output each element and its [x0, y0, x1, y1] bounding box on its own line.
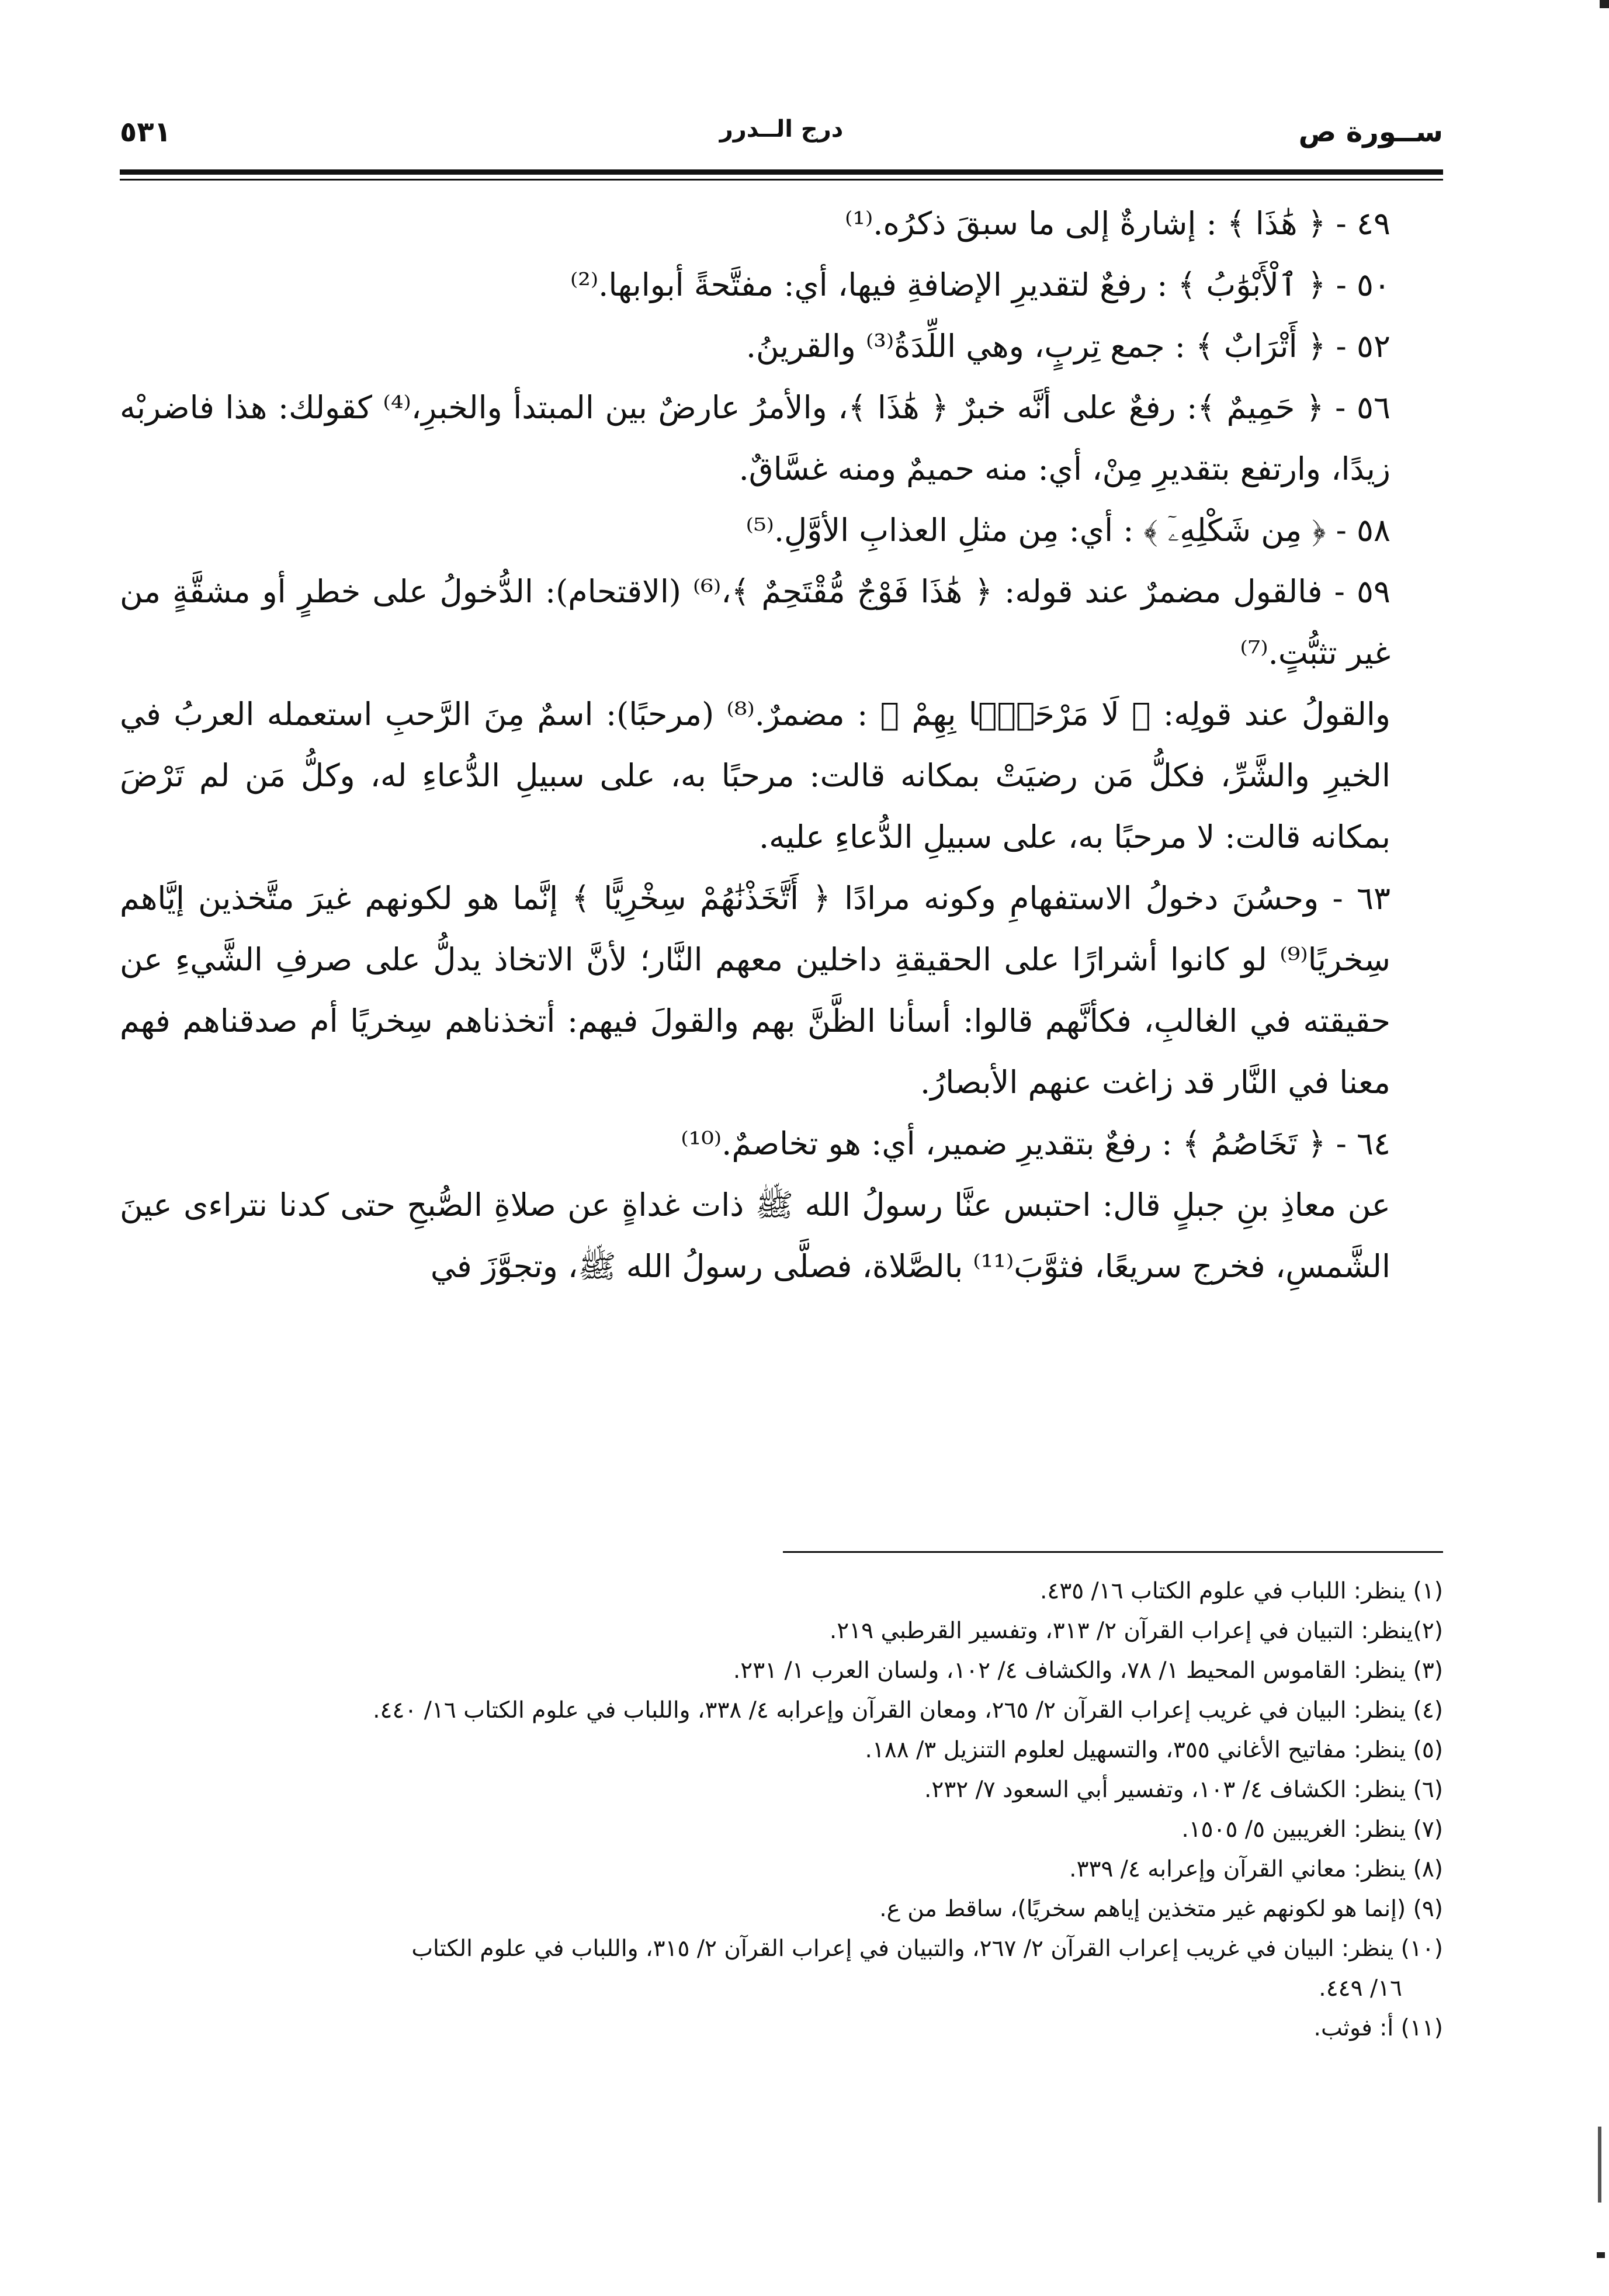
paragraph: عن معاذِ بنِ جبلٍ قال: احتبس عنَّا رسولُ الله ﷺ ذات غداةٍ عن صلاةِ الصُّبحِ حتى كدنا نتراءى عينَ الشَّمسِ، فخرج سريعًا، فثوَّبَ⁽¹¹⁾ بالصَّلاة، فصلَّى رسولُ الله ﷺ، وتجوَّزَ في — [120, 1187, 1390, 1285]
surah-name: ســورة ص — [1298, 116, 1443, 148]
paragraph: ٥٢ - ﴿ أَتْرَابٌ ﴾ : جمع تِربٍ، وهي اللِّدَةُ⁽³⁾ والقرينُ. — [745, 328, 1390, 365]
footnote: (٧) ينظر: الغريبين ٥/ ١٥٠٥. — [1181, 1816, 1443, 1843]
footnote: (٨) ينظر: معاني القرآن وإعرابه ٤/ ٣٣٩. — [1069, 1856, 1443, 1882]
footnote: (٥) ينظر: مفاتيح الأغاني ٣٥٥، والتسهيل لعلوم التنزيل ٣/ ١٨٨. — [865, 1737, 1443, 1763]
book-title: درج الــدرر — [719, 116, 844, 143]
header-rule-thin — [120, 179, 1443, 181]
footnote-continuation: ١٦/ ٤٤٩. — [1319, 1975, 1402, 2002]
footnote: (١٠) ينظر: البيان في غريب إعراب القرآن ٢/ ٢٦٧، والتبيان في إعراب القرآن ٢/ ٣١٥، واللباب في علوم الكتاب — [411, 1936, 1443, 1962]
scan-edge-mark — [1600, 0, 1609, 8]
paragraph: والقولُ عند قولِه: ﴿ لَا مَرْحَبًۢا بِهِمْ ﴾ : مضمرٌ.⁽⁸⁾ (مرحبًا): اسمٌ مِنَ الرَّحبِ استعمله العربُ في الخيرِ والشَّرِّ، فكلُّ مَن رضيَتْ بمكانه قالت: مرحبًا به، على سبيلِ الدُّعاءِ له، وكلُّ مَن لم تَرْضَ بمكانه قالت: لا مرحبًا به، على سبيلِ الدُّعاءِ عليه. — [120, 696, 1390, 855]
page-number: ٥٣١ — [120, 116, 171, 148]
paragraph: ٥٦ - ﴿ حَمِيمٌ ﴾: رفعٌ على أنَّه خبرٌ ﴿ هَٰذَا ﴾، والأمرُ عارضٌ بين المبتدأ والخبرِ،⁽⁴⁾ كقولك: هذا فاضربْه زيدًا، وارتفع بتقديرِ مِنْ، أي: منه حميمٌ ومنه غسَّاقٌ. — [120, 389, 1390, 487]
page-header — [120, 105, 1443, 169]
scan-edge-mark — [1598, 2127, 1601, 2203]
footnote: (٦) ينظر: الكشاف ٤/ ١٠٣، وتفسير أبي السعود ٧/ ٢٣٢. — [924, 1777, 1443, 1803]
footnote: (٢)ينظر: التبيان في إعراب القرآن ٢/ ٣١٣، وتفسير القرطبي ٢١٩. — [829, 1618, 1443, 1644]
main-text — [120, 193, 1443, 1297]
footnote: (٩) (إنما هو لكونهم غير متخذين إياهم سخريًا)، ساقط من ع. — [879, 1896, 1443, 1922]
footnote: (٤) ينظر: البيان في غريب إعراب القرآن ٢/ ٢٦٥، ومعان القرآن وإعرابه ٤/ ٣٣٨، واللباب في علوم الكتاب ١٦/ ٤٤٠. — [373, 1697, 1443, 1723]
paragraph: ٤٩ - ﴿ هَٰذَا ﴾ : إشارةٌ إلى ما سبقَ ذكرُه.⁽¹⁾ — [845, 205, 1390, 242]
header-rule-thick — [120, 169, 1443, 175]
footnote: (٣) ينظر: القاموس المحيط ١/ ٧٨، والكشاف ٤/ ١٠٢، ولسان العرب ١/ ٢٣١. — [733, 1657, 1443, 1684]
paragraph: ٦٤ - ﴿ تَخَاصُمُ ﴾ : رفعٌ بتقديرِ ضمير، أي: هو تخاصمٌ.⁽¹⁰⁾ — [681, 1125, 1390, 1162]
footnote-separator — [783, 1551, 1443, 1553]
paragraph: ٥٩ - فالقول مضمرٌ عند قوله: ﴿ هَٰذَا فَوْجٌ مُّقْتَحِمٌ ﴾،⁽⁶⁾ (الاقتحام): الدُّخولُ على خطرٍ أو مشقَّةٍ من غير تثبُّتٍ.⁽⁷⁾ — [120, 573, 1390, 671]
paragraph: ٥٨ - ﴿ مِن شَكْلِهِۦٓ ﴾ : أي: مِن مثلِ العذابِ الأوَّلِ.⁽⁵⁾ — [745, 512, 1390, 549]
paragraph: ٦٣ - وحسُنَ دخولُ الاستفهامِ وكونه مرادًا ﴿ أَتَّخَذْنَٰهُمْ سِخْرِيًّا ﴾ إنَّما هو لكونهم غيرَ متَّخذين إيَّاهم سِخريًا⁽⁹⁾ لو كانوا أشرارًا على الحقيقةِ داخلين معهم النَّار؛ لأنَّ الاتخاذ يدلُّ على صرفِ الشَّيءِ عن حقيقته في الغالبِ، فكأنَّهم قالوا: أسأنا الظَّنَّ بهم والقولَ فيهم: أتخذناهم سِخريًا أم صدقناهم فهم معنا في النَّار قد زاغت عنهم الأبصارُ. — [120, 880, 1390, 1101]
footnote: (١١) أ: فوثب. — [1313, 2015, 1443, 2041]
paragraph: ٥٠ - ﴿ ٱلْأَبْوَٰبُ ﴾ : رفعٌ لتقديرِ الإضافةِ فيها، أي: مفتَّحةً أبوابها.⁽²⁾ — [570, 266, 1390, 303]
scan-edge-mark — [1597, 2252, 1605, 2258]
footnote: (١) ينظر: اللباب في علوم الكتاب ١٦/ ٤٣٥. — [1040, 1578, 1443, 1604]
footnotes — [120, 1572, 1443, 2048]
